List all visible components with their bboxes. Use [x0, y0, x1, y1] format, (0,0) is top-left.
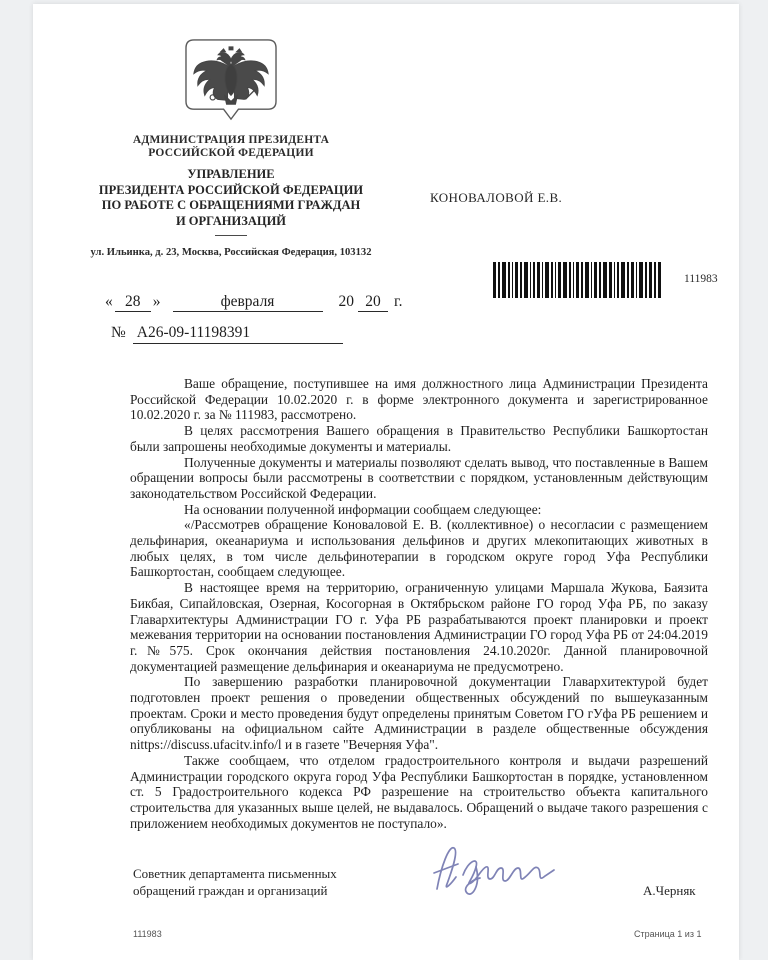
signer-position-line1: Советник департамента письменных [133, 866, 337, 881]
paragraph-1: Ваше обращение, поступившее на имя должностного лица Администрации Президента Российской Федерации 10.02.2020 г. в форме электронного документа и зарегистрированное 10.02.2020 г. за № 111983, рассмотрено. [130, 376, 708, 423]
paragraph-8: Также сообщаем, что отделом градостроительного контроля и выдачи разрешений Администрации городского округа город Уфа Республики Башкортостан в порядке, установленном ст. 5 Градостроительного кодекса РФ разрешение на строительство объекта капитального строительства для указанных выше целей, не выдавалось. Обращений о выдаче такого разрешения с приложением необходимых документов не поступало». [130, 752, 708, 831]
division-line2: ПРЕЗИДЕНТА РОССИЙСКОЙ ФЕДЕРАЦИИ [98, 182, 364, 197]
date-month: февраля [173, 293, 323, 312]
reference-number: А26-09-11198391 [133, 324, 343, 344]
document-sheet [33, 4, 739, 960]
org-address: ул. Ильинка, д. 23, Москва, Российская Федерация, 103132 [90, 247, 372, 258]
date-year-suffix: 20 [358, 293, 388, 312]
coat-of-arms-icon [180, 38, 282, 130]
handwritten-signature-icon [425, 837, 565, 903]
paragraph-3: Полученные документы и материалы позволяют сделать вывод, что поставленные в Вашем обращении вопросы были рассмотрены в соответствии с порядком, установленным действующим законодательством Российской Федерации. [130, 454, 708, 501]
date-close-quote: » [152, 293, 161, 310]
footer-page-info: Страница 1 из 1 [634, 929, 702, 939]
paragraph-4: На основании полученной информации сообщаем следующее: [184, 501, 542, 517]
org-name [51, 134, 411, 160]
org-name-line2: РОССИЙСКОЙ ФЕДЕРАЦИИ [148, 147, 314, 159]
date-open-quote: « [105, 293, 113, 310]
paragraph-7: По завершению разработки планировочной документации Главархитектурой будет подготовлен проект решения о проведении общественных обсуждений по вышеуказанным проектам. Сроки и место проведения будут определены принятым Советом ГО гУфа РБ решением и опубликованы на официальном сайте Администрации в разделе общественные обсуждения nittps://discuss.ufacitv.info/l и в газете "Вечерняя Уфа". [130, 674, 708, 753]
division-name [51, 167, 411, 229]
paragraph-5: «/Рассмотрев обращение Коноваловой Е. В. (коллективное) о несогласии с размещением дельфинария, океанариума и использования дельфинов и других млекопитающих животных в любых целях, в том числе дельфинотерапии в городском округе город Уфа Республики Башкортостан, сообщаем следующее. [130, 517, 708, 580]
reference-line [111, 324, 343, 344]
footer-doc-number: 111983 [133, 929, 162, 939]
letter-body [130, 376, 708, 831]
signer-position [133, 866, 337, 899]
signer-name: А.Черняк [643, 883, 696, 898]
paragraph-6: В настоящее время на территорию, ограниченную улицами Маршала Жукова, Баязита Бикбая, Сипайловская, Озерная, Косогорная в Октябрьском районе ГО город Уфа РБ, по заказу Главархитектуры Администрации ГО г. Уфа РБ разрабатываются проект планировки и проект межевания территории на основании постановления Администрации ГО город Уфа РБ от 24:04.2019 г.№575. Срок окончания действия постановления 24.10.2020г. Данной планировочной документацией размещение дельфинария и океанариума не предусмотрено. [130, 580, 708, 674]
reference-label: № [111, 324, 126, 341]
org-name-line1: АДМИНИСТРАЦИЯ ПРЕЗИДЕНТА [132, 134, 330, 146]
paragraph-2: В целях рассмотрения Вашего обращения в Правительство Республики Башкортостан были запрошены необходимые документы и материалы. [130, 423, 708, 454]
division-line1: УПРАВЛЕНИЕ [187, 167, 275, 181]
date-day: 28 [115, 293, 151, 312]
barcode-icon [493, 262, 661, 298]
signer-position-line2: обращений граждан и организаций [133, 882, 328, 898]
division-line4: И ОРГАНИЗАЦИЙ [175, 213, 287, 228]
letterhead-divider [215, 235, 247, 236]
division-line3: ПО РАБОТЕ С ОБРАЩЕНИЯМИ ГРАЖДАН [101, 198, 361, 212]
recipient-name: КОНОВАЛОВОЙ Е.В. [430, 190, 563, 205]
date-year-prefix: 20 [338, 293, 354, 310]
date-line [105, 293, 402, 312]
barcode-number: 111983 [684, 273, 718, 285]
date-year-mark: г. [394, 293, 403, 310]
